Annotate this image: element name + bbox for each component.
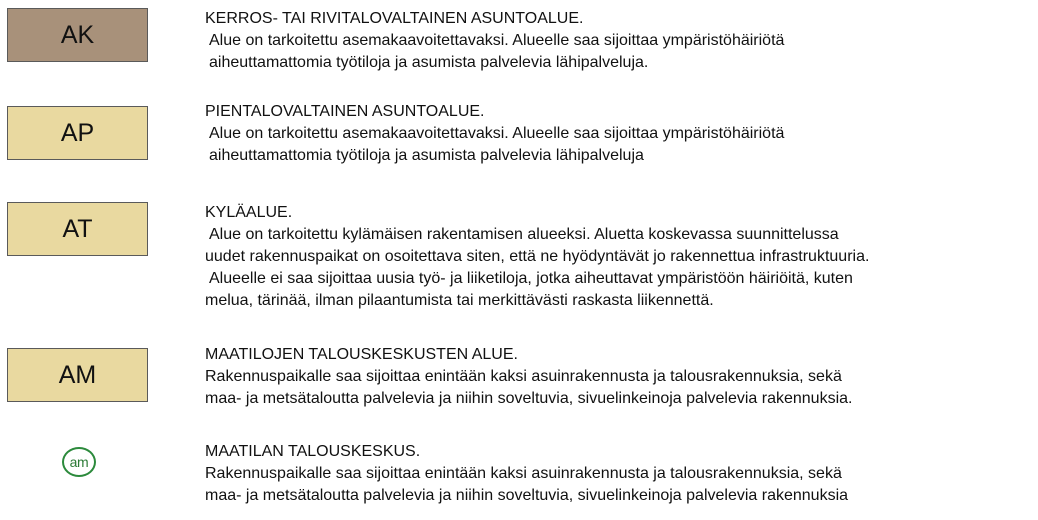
at-symbol: AT: [7, 202, 148, 256]
ak-line-1: Alue on tarkoitettu asemakaavoitettavaksi. Alueelle saa sijoittaa ympäristöhäiriötä: [209, 32, 785, 49]
am-line-2: maa- ja metsätaloutta palvelevia ja niihin soveltuvia, sivuelinkeinoja palvelevia rakennuksia.: [205, 390, 853, 407]
ap-symbol: AP: [7, 106, 148, 160]
am-symbol: AM: [7, 348, 148, 402]
at-line-4: melua, tärinää, ilman pilaantumista tai merkittävästi raskasta liikennettä.: [205, 292, 714, 309]
am-title: MAATILOJEN TALOUSKESKUSTEN ALUE.: [205, 346, 518, 363]
am-circle-line-1: Rakennuspaikalle saa sijoittaa enintään kaksi asuinrakennusta ja talousrakennuksia, sekä: [205, 465, 842, 482]
ap-line-1: Alue on tarkoitettu asemakaavoitettavaksi. Alueelle saa sijoittaa ympäristöhäiriötä: [209, 125, 785, 142]
at-title: KYLÄALUE.: [205, 204, 293, 221]
at-line-1: Alue on tarkoitettu kylämäisen rakentamisen alueeksi. Aluetta koskevassa suunnittelussa: [209, 226, 839, 243]
ak-symbol: AK: [7, 8, 148, 62]
ak-description: [205, 8, 784, 74]
ak-line-2: aiheuttamattomia työtiloja ja asumista palvelevia lähipalveluja.: [209, 54, 649, 71]
at-description: [205, 202, 869, 312]
am-circle-line-2: maa- ja metsätaloutta palvelevia ja niihin soveltuvia, sivuelinkeinoja palvelevia rakennuksia: [205, 487, 849, 504]
ap-line-2: aiheuttamattomia työtiloja ja asumista palvelevia lähipalveluja: [209, 147, 644, 164]
ap-title: PIENTALOVALTAINEN ASUNTOALUE.: [205, 103, 485, 120]
at-line-2: uudet rakennuspaikat on osoitettava siten, että ne hyödyntävät jo rakennettua infrastruktuuria.: [205, 248, 870, 265]
am-circle-title: MAATILAN TALOUSKESKUS.: [205, 443, 421, 460]
am-line-1: Rakennuspaikalle saa sijoittaa enintään kaksi asuinrakennusta ja talousrakennuksia, sekä: [205, 368, 842, 385]
ak-title: KERROS- TAI RIVITALOVALTAINEN ASUNTOALUE.: [205, 10, 584, 27]
am-circle-description: [205, 441, 848, 507]
am-circle-symbol: am: [62, 447, 96, 477]
am-description: [205, 344, 852, 410]
at-line-3: Alueelle ei saa sijoittaa uusia työ- ja liiketiloja, jotka aiheuttavat ympäristöön häiriöitä, kuten: [209, 270, 853, 287]
ap-description: [205, 101, 784, 167]
